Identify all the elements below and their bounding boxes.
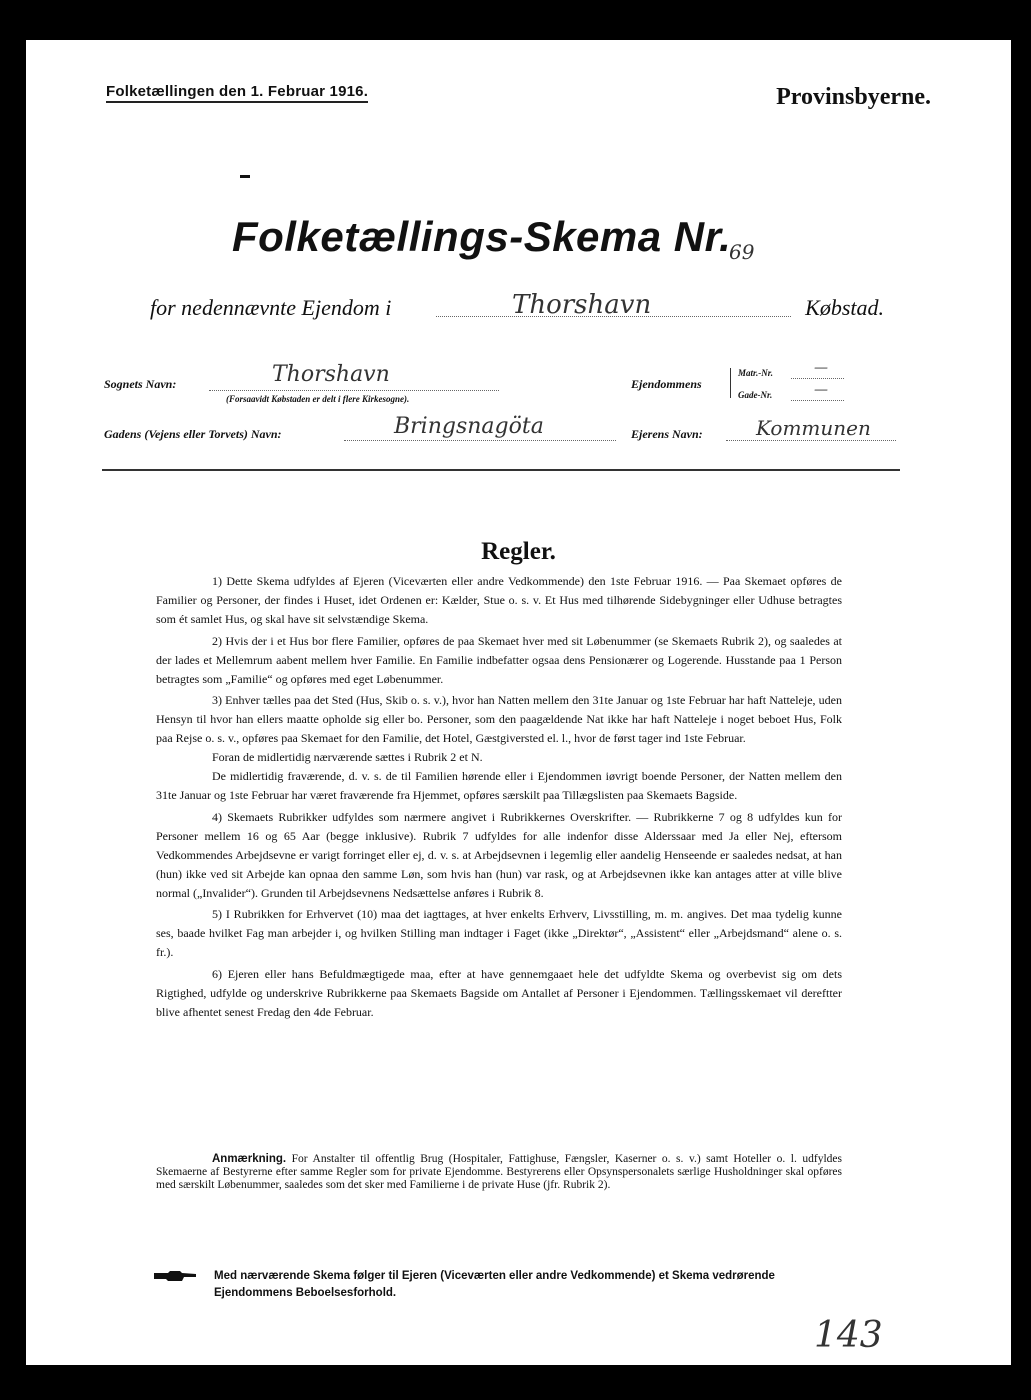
matr-label: Matr.-Nr. <box>738 368 774 378</box>
rule-2: 2) Hvis der i et Hus bor flere Familier, opføres de paa Skemaet hver med sit Løbenummer (se Skemaets Rubrik 2), og saaledes at der lades et Mellemrum aabent mellem hver Familie. En Familie indbefatter ogsaa dens Pensionærer og Logerende. Husstande paa 1 Person betragtes som „Familie“ og opføres med eget Løbenummer. <box>156 633 842 686</box>
rule-6: 6) Ejeren eller hans Befuldmægtigede maa, efter at have gennemgaaet hele det udfyldte Skema og overbevist sig om dets Rigtighed, udfylde og underskrive Rubrikkerne paa Skemaets Bagside om Antallet af Personer i Ejendommen. Tællingsskemaet vil dereftter blive afhentet senest Fredag den 4de Februar. <box>156 967 842 1019</box>
remark <box>156 1153 842 1192</box>
owner-label: Ejerens Navn: <box>631 427 703 441</box>
remark-text: For Anstalter til offentlig Brug (Hospitaler, Fattighuse, Fængsler, Kaserner o. s. v.) samt Hoteller o. l. udfyldes Skemaerne af Bestyrerne efter samme Regler som for private Ejendomme. Bestyrerens eller Opsynspersonalets særlige Husholdninger skal opføres med særskilt Løbenummer, saaledes som det sker med Familierne i de private Huse (jfr. Rubrik 2). <box>156 1153 842 1191</box>
rule-3: 3) Enhver tælles paa det Sted (Hus, Skib o. s. v.), hvor han Natten mellem den 31te Januar og 1ste Februar har haft Natteleje, uden Hensyn til hvor han ellers maatte opholde sig eller bo. Personer, som den paagældende Nat ikke har haft Natteleje i noget beboet Hus, Folk paa Rejse o. s. v., opføres paa Skemaet for den Familie, det Hotel, Gæstgiversted el. l., hvor de først tager ind 1ste Februar. <box>156 693 842 746</box>
rule-3-absent: De midlertidig fraværende, d. v. s. de til Familien hørende eller i Ejendommen iøvrigt boende Personer, der Natten mellem den 31te Januar og 1ste Februar har været fraværende fra Hjemmet, opføres særskilt paa Tillægslisten paa Skemaets Bagside. <box>156 769 842 802</box>
form-title <box>232 213 731 261</box>
town-value: Thorshavn <box>512 290 652 320</box>
kobstad-label: Købstad. <box>805 295 884 320</box>
matr-value: — <box>814 360 828 376</box>
street-label: Gadens (Vejens eller Torvets) Navn: <box>104 427 282 441</box>
rule-1: 1) Dette Skema udfyldes af Ejeren (Viceværten eller andre Vedkommende) den 1ste Februar 1916. — Paa Skemaet opføres de Familier og Personer, der findes i Huset, idet Ordenen er: Kælder, Stue o. s. v. Et Hus med tilhørende Sidebygninger eller Udhuse betragtes som ét samlet Hus, og skal have sit selvstændige Skema. <box>156 574 842 626</box>
page-number-handwritten: 143 <box>814 1315 883 1356</box>
census-date-header: Folketællingen den 1. Februar 1916. <box>106 83 368 103</box>
for-property-label: for nedennævnte Ejendom i <box>150 295 392 320</box>
gade-nr-label: Gade-Nr. <box>738 390 773 400</box>
form-title-text: Folketællings-Skema Nr. <box>232 213 732 260</box>
remark-label: Anmærkning. <box>212 1153 287 1165</box>
gade-nr-value: — <box>814 382 828 398</box>
form-number-handwritten: 69 <box>729 240 755 264</box>
street-value: Bringsnagöta <box>394 414 544 439</box>
owner-line <box>726 440 896 441</box>
property-brace <box>730 368 731 398</box>
census-form-page <box>26 40 1011 1365</box>
owner-value: Kommunen <box>756 416 871 440</box>
rule-3-present: Foran de midlertidig nærværende sættes i Rubrik 2 et N. <box>212 750 483 765</box>
rule-4: 4) Skemaets Rubrikker udfyldes som nærmere angivet i Rubrikkernes Overskrifter. — Rubrikkerne 7 og 8 udfyldes kun for Personer mellem 16 og 65 Aar (begge inklusive). Rubrik 7 udfyldes for alle indenfor disse Alderssaar med Ja eller Nej, eftersom Vedkommendes Arbejdsevne er varigt forringet eller ej, d. v. s. at Arbejdsevnen i legemlig eller aandelig Henseende er saaledes nedsat, at han (hun) ikke ved sit Arbejde kan opnaa den samme Løn, som hvis han (hun) var rask, og at Arbejdsevnen ikke kan antages atter at ville blive normal („Invalider“). Grunden til Arbejdsevnens Nedsættelse anføres i Rubrik 8. <box>156 809 842 900</box>
region-header: Provinsbyerne. <box>776 84 931 110</box>
parish-value: Thorshavn <box>272 362 390 387</box>
property-label: Ejendommens <box>631 377 702 391</box>
parish-line <box>209 390 499 391</box>
rule-5: 5) I Rubrikken for Erhvervet (10) maa det iagttages, at hver enkelts Erhverv, Livsstilling, m. m. angives. Det maa tydelig kunne ses, baade hvilket Fag man arbejder i, og hvilken Stilling man indtager i Faget (ikke „Direktør“, „Assistent“ eller „Arbejdsmand“ alene o. s. fr.). <box>156 907 842 960</box>
dash-mark <box>240 175 250 178</box>
matr-line <box>791 378 844 379</box>
street-line <box>344 440 616 441</box>
pointing-hand-icon <box>154 1270 198 1282</box>
parish-note: (Forsaavidt Købstaden er delt i flere Kirkesogne). <box>226 394 410 404</box>
parish-label: Sognets Navn: <box>104 377 177 391</box>
footer-notice: Med nærværende Skema følger til Ejeren (Viceværten eller andre Vedkommende) et Skema vedrørende Ejendommens Beboelsesforhold. <box>214 1270 775 1299</box>
rules-list <box>156 572 842 1025</box>
section-divider <box>102 469 900 471</box>
rules-title: Regler. <box>481 538 556 565</box>
gade-nr-line <box>791 400 844 401</box>
